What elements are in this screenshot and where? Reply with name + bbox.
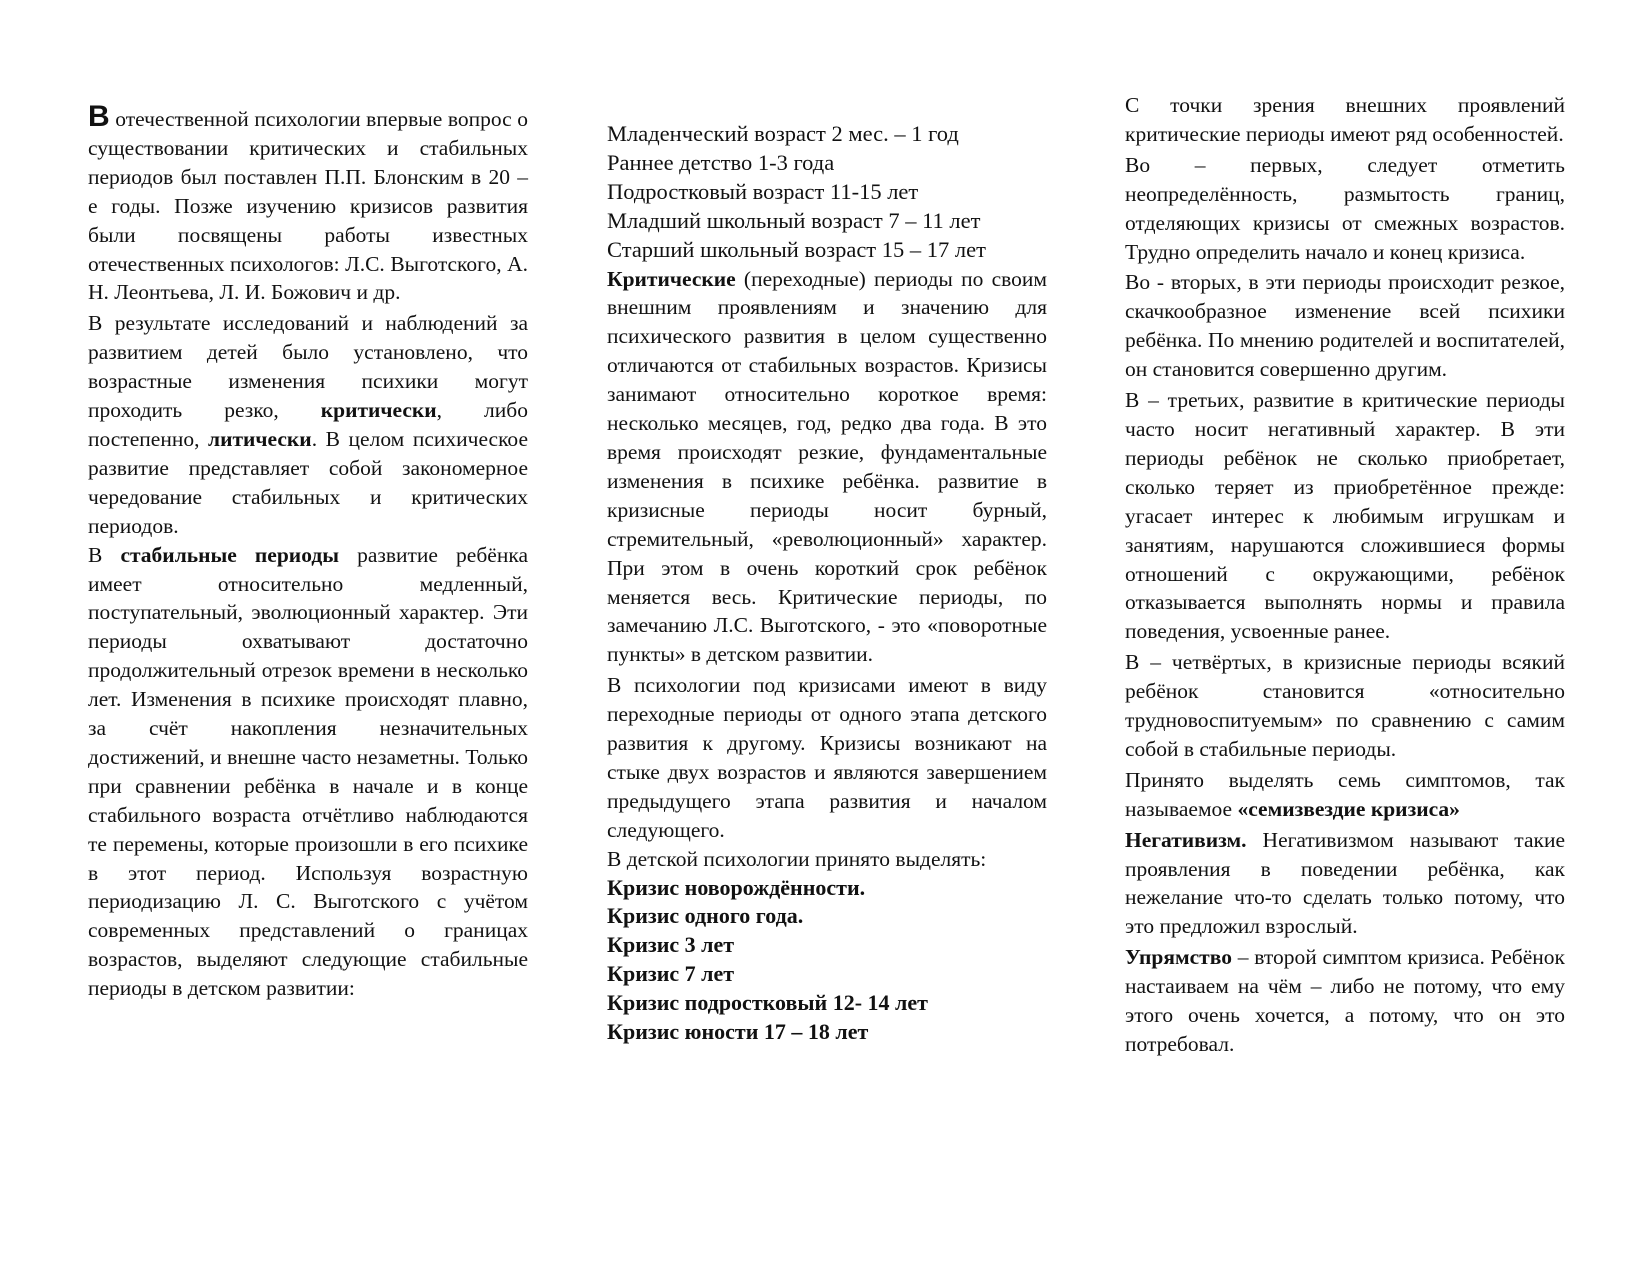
- period-item: Младший школьный возраст 7 – 11 лет: [607, 207, 981, 233]
- paragraph-first: Во – первых, следует отметить неопределённость, размытость границ, отделяющих кризисы от смежных возрастов. Трудно определить начало и конец кризиса.: [1125, 152, 1565, 264]
- critical-text: (переходные) периоды по своим внешним проявлениям и значению для психического развития в целом существенно отличаются от стабильных возрастов. Кризисы занимают относительно короткое время: несколько месяцев, год, редко два года. В это время происходят резкие, фундаментальные изменения в психике ребёнка. развитие в кризисные периоды носит бурный, стремительный, «революционный» характер. При этом в очень короткий срок ребёнок меняется весь. Критические периоды, по замечанию Л.С. Выготского, - это «поворотные пункты» в детском развитии.: [607, 266, 1047, 667]
- term-stubbornness: Упрямство: [1125, 945, 1232, 970]
- period-item: Младенческий возраст 2 мес. – 1 год: [607, 121, 959, 146]
- crisis-item: Кризис юности 17 – 18 лет: [607, 1019, 869, 1045]
- term-stable-periods: стабильные периоды: [120, 542, 339, 567]
- paragraph-third: В – третьих, развитие в критические периоды часто носит негативный характер. В эти периоды ребёнок не сколько приобретает, сколько теряет из приобретённое прежде: угасает интерес к любимым игрушкам и занятиям, нарушаются сложившиеся формы отношений с окружающими, ребёнок отказывается выполнять нормы и правила поведения, усвоенные ранее.: [1125, 388, 1565, 644]
- paragraph-fourth: В – четвёртых, в кризисные периоды всякий ребёнок становится «относительно трудновоспитуемым» по сравнению с самим собой в стабильные периоды.: [1125, 650, 1565, 761]
- term-lytic: литически: [208, 426, 312, 451]
- intro-text: отечественной психологии впервые вопрос о существовании критических и стабильных периодов был поставлен П.П. Блонским в 20 – е годы. Позже изучению кризисов развития были посвящены работы известных отечественных психологов: Л.С. Выготского, А. Н. Леонтьева, Л. И. Божович и др.: [88, 107, 528, 305]
- paragraph-features: С точки зрения внешних проявлений критические периоды имеют ряд особенностей.: [1125, 93, 1565, 146]
- paragraph-crisis-list-intro: В детской психологии принято выделять:: [607, 846, 987, 871]
- drop-cap: В: [88, 100, 110, 133]
- period-item: Старший школьный возраст 15 – 17 лет: [607, 236, 986, 262]
- term-critical: критически: [320, 398, 437, 423]
- paragraph-critical: [607, 265, 1047, 670]
- column-1: [88, 100, 528, 1005]
- term-seven-stars: «семизвездие кризиса»: [1237, 796, 1460, 821]
- period-item: Подростковый возраст 11-15 лет: [607, 178, 919, 204]
- research-text-d: . В целом психическое развитие представляет собой закономерное чередование стабильных и критических периодов.: [88, 426, 528, 538]
- crisis-list: [607, 874, 1047, 1047]
- paragraph-seven-symptoms: [1125, 766, 1565, 824]
- term-critical-periods: Критические: [607, 266, 736, 291]
- paragraph-second: Во - вторых, в эти периоды происходит резкое, скачкообразное изменение всей психики ребёнка. По мнению родителей и воспитателей, он становится совершенно другим.: [1125, 270, 1565, 382]
- crisis-item: Кризис новорождённости.: [607, 874, 866, 900]
- symptoms-text: Принято выделять семь симптомов, так называемое: [1125, 767, 1565, 821]
- paragraph-negativism: [1125, 826, 1565, 942]
- stubbornness-text: – второй симптом кризиса. Ребёнок настаиваем на чём – либо не потому, что ему этого очень хочется, а потому, что он это потребовал.: [1125, 945, 1565, 1056]
- paragraph-research: [88, 309, 528, 540]
- paragraph-stable: [88, 541, 528, 1004]
- stable-text-a: В: [88, 542, 121, 567]
- column-2: [607, 120, 1047, 1047]
- periods-list: [607, 120, 1047, 265]
- period-item: Раннее детство 1-3 года: [607, 149, 835, 175]
- crisis-item: Кризис одного года.: [607, 903, 804, 929]
- term-negativism: Негативизм.: [1125, 827, 1247, 852]
- paragraph-crisis-definition: В психологии под кризисами имеют в виду переходные периоды от одного этапа детского развития к другому. Кризисы возникают на стыке двух возрастов и являются завершением предыдущего этапа развития и началом следующего.: [607, 673, 1047, 842]
- research-text-c: , либо постепенно,: [88, 398, 528, 451]
- crisis-item: Кризис 7 лет: [607, 961, 735, 987]
- negativism-text: Негативизмом называют такие проявления в поведении ребёнка, как нежелание что-то сделать только потому, что это предложил взрослый.: [1125, 827, 1565, 939]
- column-3: [1125, 91, 1565, 1061]
- stable-text-c: развитие ребёнка имеет относительно медленный, поступательный, эволюционный характер. Эти периоды охватывают достаточно продолжительный отрезок времени в несколько лет. Изменения в психике происходят плавно, за счёт накопления незначительных достижений, и внешне часто незаметны. Только при сравнении ребёнка в начале и в конце стабильного возраста отчётливо наблюдаются те перемены, которые произошли в его психике в этот период. Используя возрастную периодизацию Л. С. Выготского с учётом современных представлений о границах возрастов, выделяют следующие стабильные периоды в детском развитии:: [88, 542, 528, 1001]
- crisis-item: Кризис подростковый 12- 14 лет: [607, 990, 928, 1016]
- paragraph-intro: [88, 100, 528, 307]
- paragraph-stubbornness: [1125, 943, 1565, 1059]
- research-text-a: В результате исследований и наблюдений за развитием детей было установлено, что возрастные изменения психики могут проходить резко,: [88, 311, 528, 423]
- crisis-item: Кризис 3 лет: [607, 932, 735, 958]
